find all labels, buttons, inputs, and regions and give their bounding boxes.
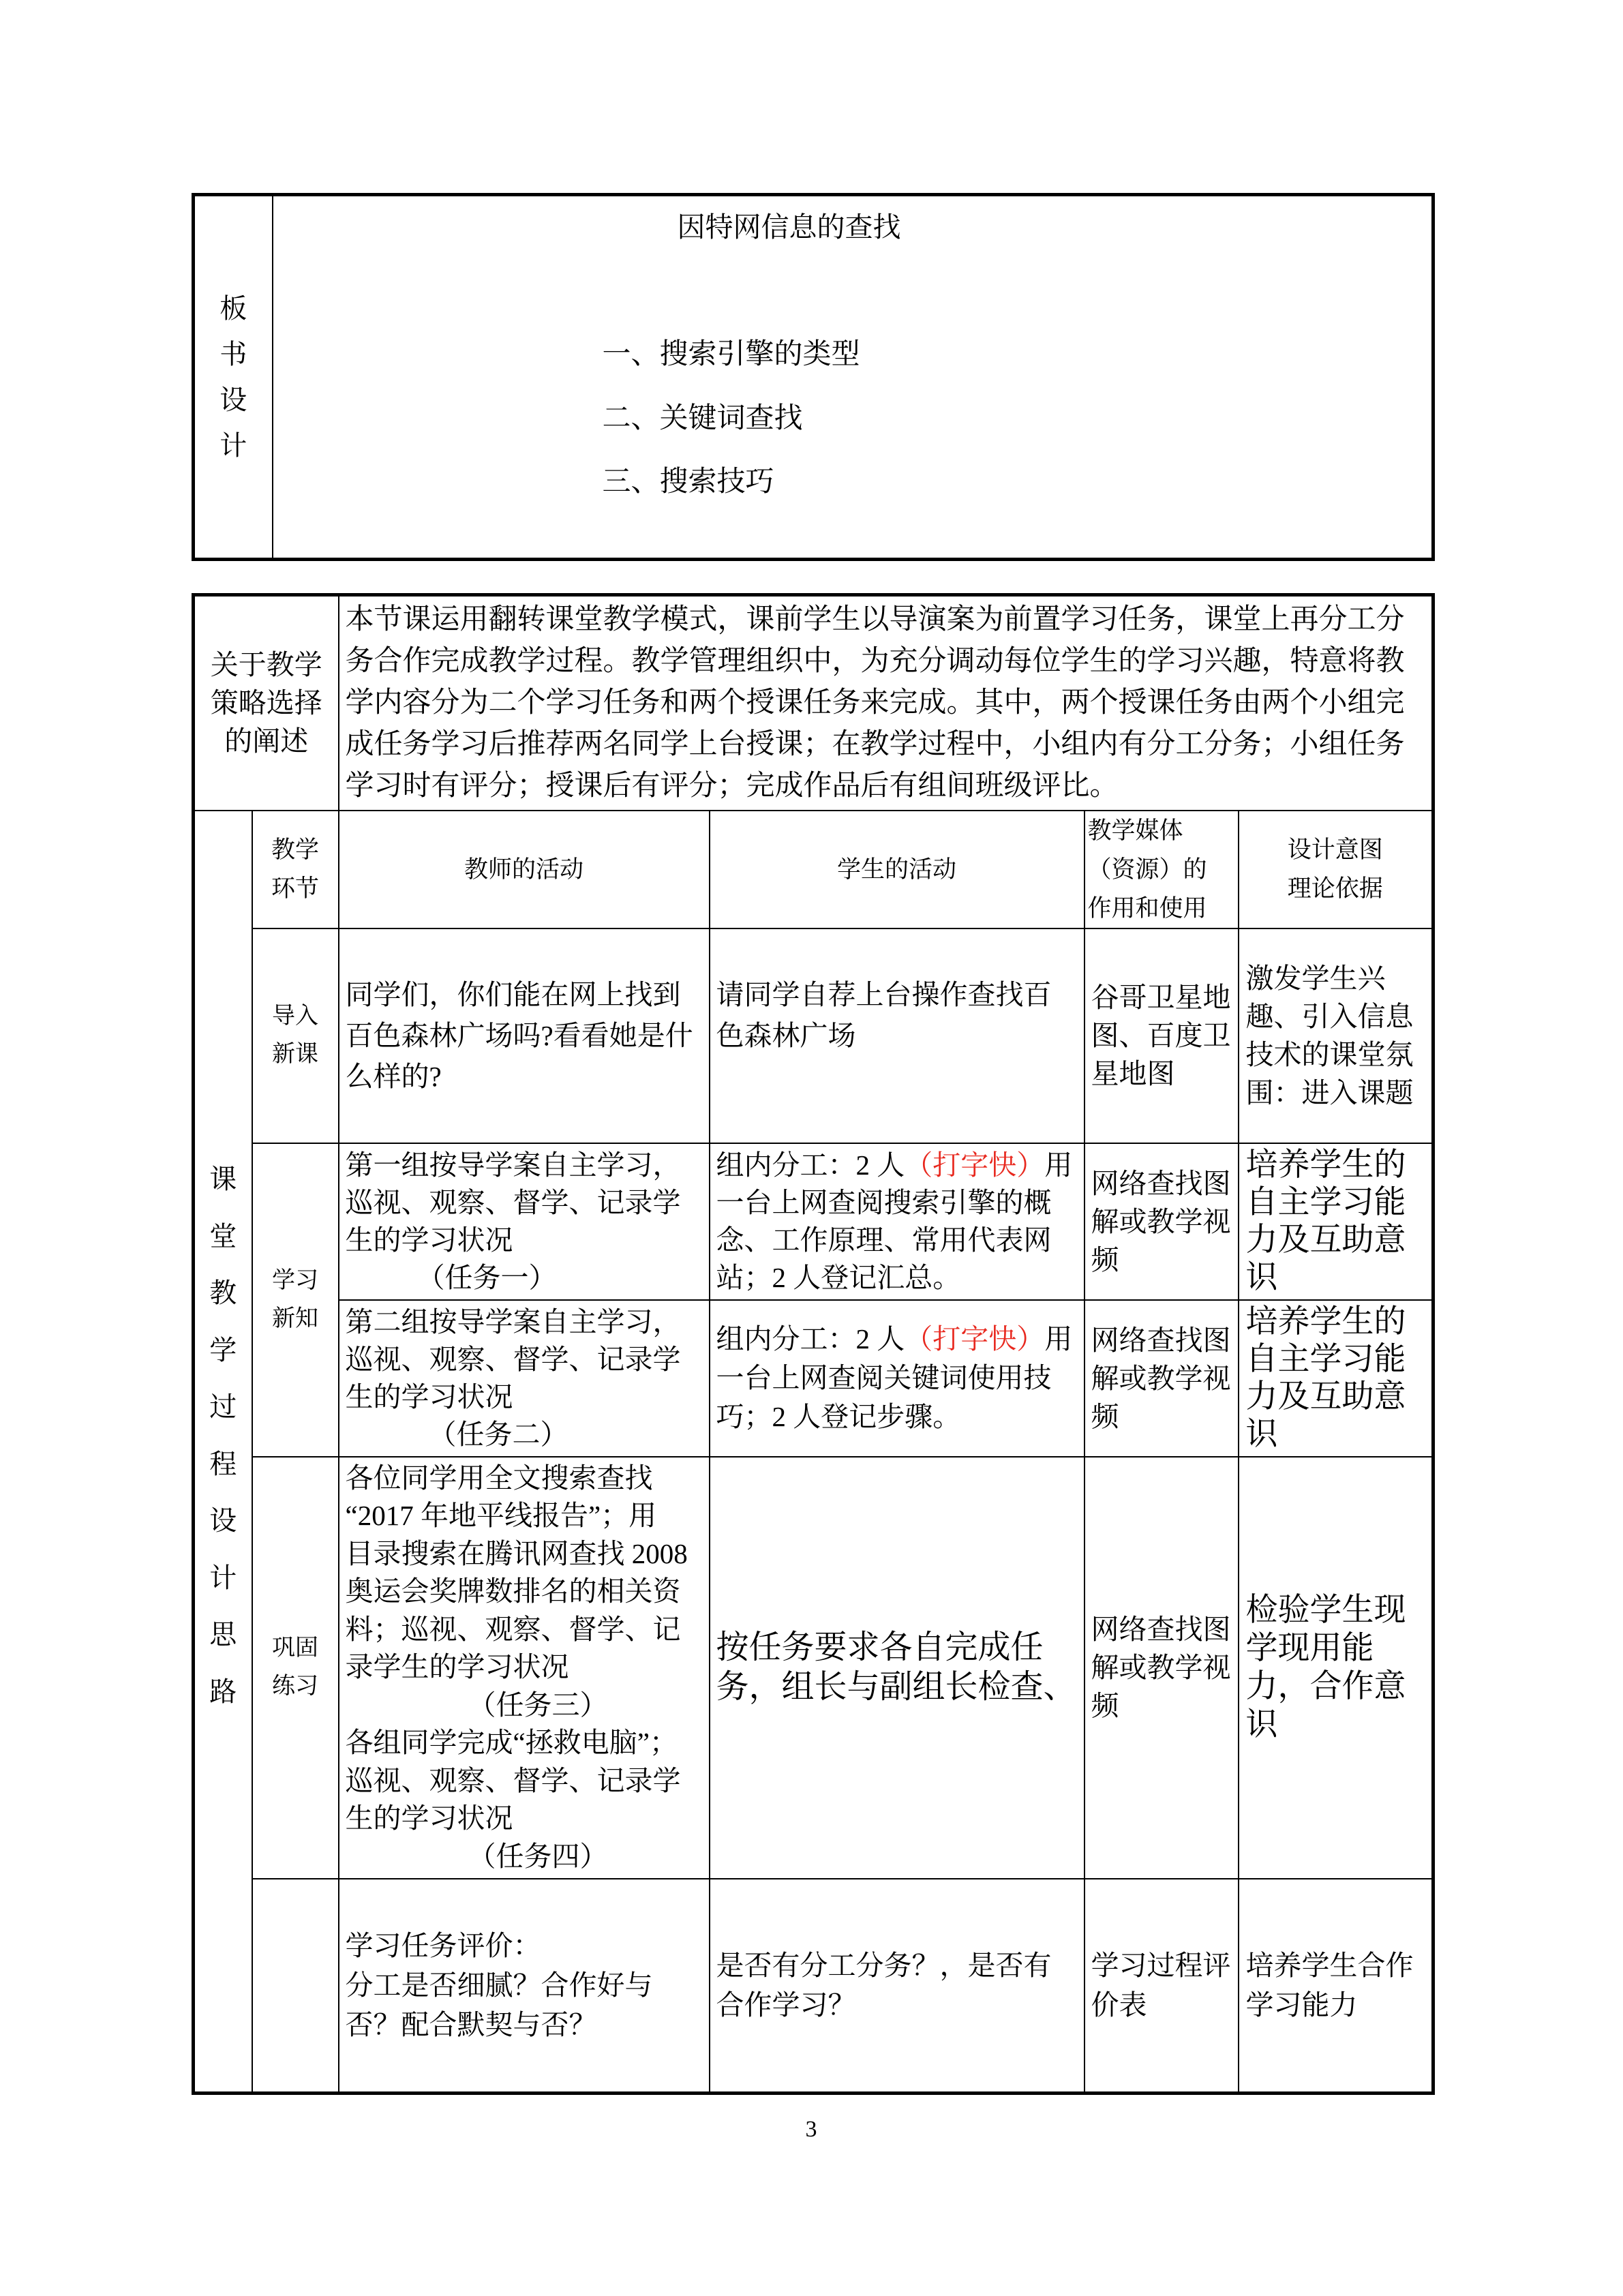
new-knowledge-stage: 学习 新知 (272, 1267, 318, 1331)
evaluation-student: 是否有分工分务？，是否有 合作学习？ (716, 1950, 1052, 2021)
board-content (273, 196, 1432, 554)
task-2-student-post: 用 一台上网查阅关键词使用技 巧；2 人登记步骤。 (716, 1323, 1073, 1432)
practice-stage: 巩固 练习 (272, 1635, 318, 1699)
task-1-design: 培养学生的 自主学习能 力及互助意 识 (1245, 1147, 1406, 1295)
evaluation-stage-cell (252, 1879, 339, 2094)
board-label: 板书设计 (219, 293, 247, 461)
intro-media-cell (1084, 928, 1239, 1143)
teaching-process-table (192, 593, 1435, 2095)
header-teacher: 教师的活动 (464, 856, 583, 883)
practice-design: 检验学生现 学现用能 力，合作意 识 (1245, 1592, 1406, 1742)
task-1-teacher-cell (339, 1143, 710, 1300)
practice-media: 网络查找图 解或教学视 频 (1091, 1614, 1231, 1721)
strategy-label: 关于教学 策略选择 的阐述 (210, 649, 322, 757)
task-2-student-cell (710, 1300, 1084, 1457)
task-2-teacher-cell (339, 1300, 710, 1457)
header-design: 设计意图 理论依据 (1287, 836, 1383, 902)
practice-teacher-a: 各位同学用全文搜索查找 “2017 年地平线报告”；用 目录搜索在腾讯网查找 2008 奥运会奖牌数排名的相关资 料；巡视、观察、督学、记 录学生的学习状况 (345, 1462, 688, 1683)
task-2-student-highlight: （打字快） (905, 1323, 1045, 1355)
header-stage: 教学 环节 (271, 836, 319, 902)
evaluation-row (194, 1879, 1434, 2094)
evaluation-student-cell (710, 1879, 1084, 2094)
task-4-label: （任务四） (468, 1840, 608, 1872)
practice-design-cell (1239, 1457, 1434, 1879)
evaluation-media: 学习过程评 价表 (1091, 1950, 1231, 2021)
process-label-cell (194, 811, 252, 2094)
header-stage-cell (252, 811, 339, 928)
board-design-table (192, 193, 1435, 561)
intro-stage-cell (252, 928, 339, 1143)
task-1-student-highlight: （打字快） (905, 1149, 1045, 1181)
intro-design: 激发学生兴 趣、引入信息 技术的课堂氛 围：进入课题 (1245, 963, 1414, 1108)
task-2-teacher: 第二组按导学案自主学习， 巡视、观察、督学、记录学 生的学习状况 (345, 1305, 681, 1413)
task-2-student (716, 1320, 1082, 1436)
task-2-student-pre: 组内分工：2 人 (716, 1323, 905, 1355)
header-media: 教学媒体 （资源）的 作用和使用 (1087, 817, 1207, 922)
task-3-label: （任务三） (468, 1689, 608, 1721)
task-1-student-post: 用 一台上网查阅搜索引擎的概 念、工作原理、常用代表网 站；2 人登记汇总。 (716, 1149, 1073, 1293)
task-2-design: 培养学生的 自主学习能 力及互助意 识 (1245, 1303, 1406, 1452)
task-1-media: 网络查找图 解或教学视 频 (1091, 1167, 1231, 1275)
task-1-student-cell (710, 1143, 1084, 1300)
header-student: 学生的活动 (836, 856, 956, 883)
evaluation-design: 培养学生合作 学习能力 (1245, 1950, 1414, 2021)
board-item-1: 一、搜索引擎的类型 (602, 339, 860, 370)
task-2-media-cell (1084, 1300, 1239, 1457)
practice-teacher-cell (339, 1457, 710, 1879)
header-design-cell (1239, 811, 1434, 928)
board-row (194, 195, 1434, 560)
intro-design-cell (1239, 928, 1434, 1143)
intro-stage: 导入 新课 (272, 1003, 318, 1067)
evaluation-design-cell (1239, 1879, 1434, 2094)
evaluation-teacher: 学习任务评价： 分工是否细腻？合作好与 否？配合默契与否？ (345, 1930, 653, 2041)
practice-stage-cell (252, 1457, 339, 1879)
practice-media-cell (1084, 1457, 1239, 1879)
process-label: 课堂教学过程设计思路 (209, 1164, 237, 1707)
task-2-row (194, 1300, 1434, 1457)
strategy-text-cell (339, 595, 1434, 811)
board-item-2: 二、关键词查找 (602, 403, 803, 434)
task-1-row (194, 1143, 1434, 1300)
strategy-row (194, 595, 1434, 811)
evaluation-teacher-cell (339, 1879, 710, 2094)
practice-student-cell (710, 1457, 1084, 1879)
new-knowledge-stage-cell (252, 1143, 339, 1457)
intro-teacher: 同学们，你们能在网上找到 百色森林广场吗?看看她是什 么样的? (345, 979, 693, 1092)
task-2-media: 网络查找图 解或教学视 频 (1091, 1324, 1231, 1432)
process-header-row (194, 811, 1434, 928)
header-media-cell (1084, 811, 1239, 928)
evaluation-media-cell (1084, 1879, 1239, 2094)
task-1-teacher: 第一组按导学案自主学习， 巡视、观察、督学、记录学 生的学习状况 (345, 1149, 681, 1256)
board-content-cell (273, 195, 1434, 560)
board-label-cell (194, 195, 273, 560)
intro-student: 请同学自荐上台操作查找百 色森林广场 (716, 979, 1052, 1051)
task-1-media-cell (1084, 1143, 1239, 1300)
task-1-design-cell (1239, 1143, 1434, 1300)
task-1-label: （任务一） (416, 1261, 557, 1293)
page-number: 3 (805, 2117, 817, 2142)
task-1-student-pre: 组内分工：2 人 (716, 1149, 905, 1181)
intro-student-cell (710, 928, 1084, 1143)
task-2-design-cell (1239, 1300, 1434, 1457)
header-student-cell (710, 811, 1084, 928)
task-1-student (716, 1147, 1082, 1297)
board-title: 因特网信息的查找 (677, 211, 901, 243)
intro-row (194, 928, 1434, 1143)
practice-row (194, 1457, 1434, 1879)
task-2-label: （任务二） (428, 1418, 568, 1450)
board-item-3: 三、搜索技巧 (602, 466, 774, 498)
practice-student: 按任务要求各自完成任 务，组长与副组长检查、 (716, 1629, 1076, 1705)
header-teacher-cell (339, 811, 710, 928)
intro-teacher-cell (339, 928, 710, 1143)
practice-teacher-b: 各组同学完成“拯救电脑”； 巡视、观察、督学、记录学 生的学习状况 (345, 1727, 681, 1834)
strategy-text: 本节课运用翻转课堂教学模式，课前学生以导演案为前置学习任务，课堂上再分工分 务合作完成教学过程。教学管理组织中，为充分调动每位学生的学习兴趣，特意将教 学内容分为二个学习任务和两个授课任务来完成。其中，两个授课任务由两个小组完 成任务学习后推荐两名同学上台授课；在教学过程中，小组内有分工分务；小组任务 学习时有评分；授课后有评分；完成作品后有组间班级评比。 (345, 603, 1405, 802)
strategy-label-cell (194, 595, 339, 811)
intro-media: 谷哥卫星地 图、百度卫 星地图 (1091, 982, 1231, 1089)
